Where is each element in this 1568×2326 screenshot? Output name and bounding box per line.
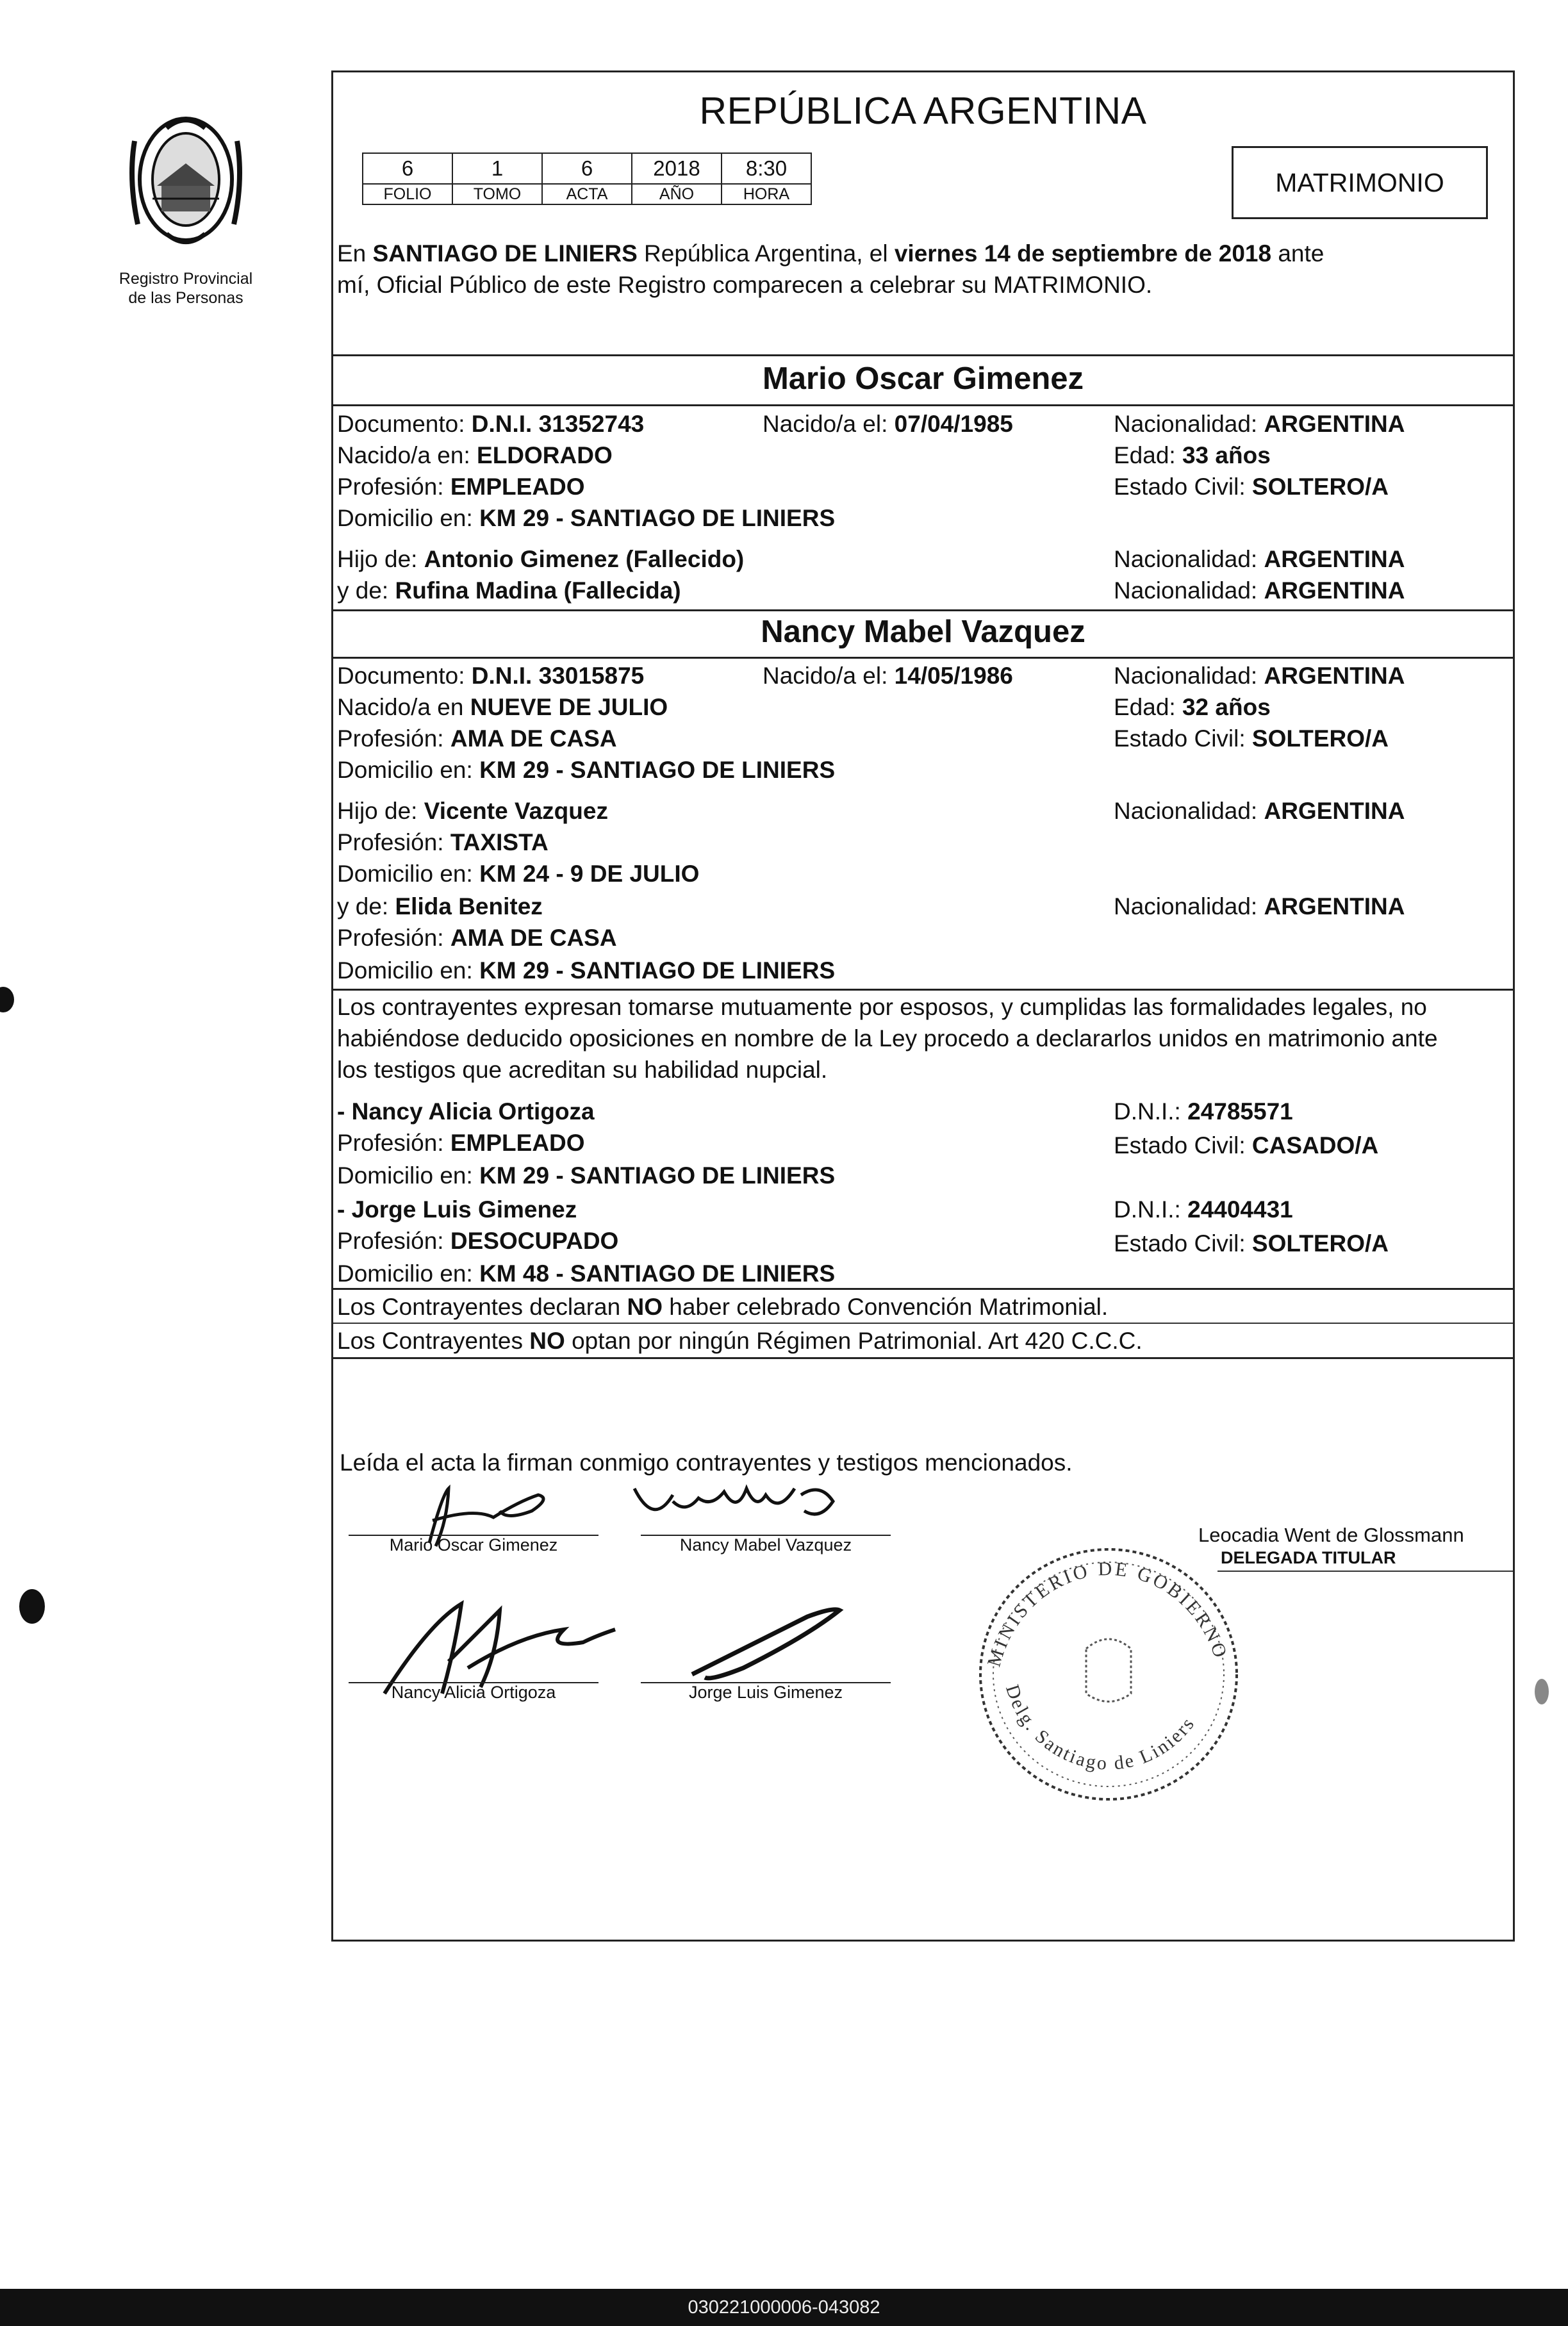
bride-age: Edad: 32 años <box>1114 694 1271 720</box>
witness2-profession: Profesión: DESOCUPADO <box>337 1228 619 1254</box>
bride-birthdate: Nacido/a el: 14/05/1986 <box>763 663 1013 689</box>
groom-mother-nationality: Nacionalidad: ARGENTINA <box>1114 577 1405 604</box>
registry-box <box>362 153 812 205</box>
groom-father: Hijo de: Antonio Gimenez (Fallecido) <box>337 546 745 572</box>
anio-label: AÑO <box>632 184 722 204</box>
document-id-footer: 030221000006-043082 <box>0 2289 1568 2326</box>
bride-mother-nationality: Nacionalidad: ARGENTINA <box>1114 893 1405 920</box>
stamp-text-top: MINISTERIO DE GOBIERNO <box>983 1558 1232 1669</box>
witness2-signature-label: Jorge Luis Gimenez <box>688 1683 843 1702</box>
groom-profession: Profesión: EMPLEADO <box>337 474 585 500</box>
stamp-text-bottom: Delg. Santiago de Liniers <box>1001 1682 1200 1774</box>
groom-civil-status: Estado Civil: SOLTERO/A <box>1114 474 1389 500</box>
witness1-signature-label: Nancy Alicia Ortigoza <box>391 1683 556 1702</box>
official-name: Leocadia Went de Glossmann <box>1198 1524 1464 1546</box>
declaration-line3: los testigos que acreditan su habilidad nupcial. <box>337 1057 828 1083</box>
groom-father-nationality: Nacionalidad: ARGENTINA <box>1114 546 1405 572</box>
groom-birthdate: Nacido/a el: 07/04/1985 <box>763 411 1013 437</box>
bride-father: Hijo de: Vicente Vazquez <box>337 798 608 824</box>
convention-line2: Los Contrayentes NO optan por ningún Régimen Patrimonial. Art 420 C.C.C. <box>337 1328 1143 1354</box>
declaration-line2: habiéndose deducido oposiciones en nombre de la Ley procedo a declararlos unidos en matrimonio ante <box>337 1025 1438 1052</box>
witness2-address: Domicilio en: KM 48 - SANTIAGO DE LINIERS <box>337 1260 836 1287</box>
certificate-type: MATRIMONIO <box>1232 146 1488 219</box>
witness2-dni: D.N.I.: 24404431 <box>1114 1196 1293 1223</box>
groom-document: Documento: D.N.I. 31352743 <box>337 411 645 437</box>
witness1-profession: Profesión: EMPLEADO <box>337 1130 585 1156</box>
official-stamp-icon <box>948 1521 1256 1802</box>
bride-mother: y de: Elida Benitez <box>337 893 543 920</box>
folio-value: 6 <box>363 153 452 184</box>
svg-text:MINISTERIO DE GOBIERNO <box>984 1558 1232 1669</box>
bride-signature-label: Nancy Mabel Vazquez <box>679 1535 852 1555</box>
groom-name: Mario Oscar Gimenez <box>762 361 1084 396</box>
convention-line1: Los Contrayentes declaran NO haber celebrado Convención Matrimonial. <box>337 1294 1109 1320</box>
groom-address: Domicilio en: KM 29 - SANTIAGO DE LINIERS <box>337 505 836 531</box>
svg-text:Delg. Santiago de Liniers <box>1002 1682 1200 1774</box>
acta-label: ACTA <box>542 184 632 204</box>
anio-value: 2018 <box>632 153 722 184</box>
groom-age: Edad: 33 años <box>1114 442 1271 468</box>
tomo-label: TOMO <box>452 184 542 204</box>
witness2-signature-icon <box>679 1604 871 1687</box>
logo-label-line1: Registro Provincial <box>119 270 253 288</box>
bride-father-profession: Profesión: TAXISTA <box>337 829 549 855</box>
page-title: REPÚBLICA ARGENTINA <box>699 90 1147 132</box>
bride-profession: Profesión: AMA DE CASA <box>337 725 617 752</box>
bride-civil-status: Estado Civil: SOLTERO/A <box>1114 725 1389 752</box>
folio-label: FOLIO <box>363 184 452 204</box>
witness2-civil-status: Estado Civil: SOLTERO/A <box>1114 1230 1389 1257</box>
logo-label-line2: de las Personas <box>128 289 243 307</box>
bride-mother-profession: Profesión: AMA DE CASA <box>337 925 617 951</box>
hora-value: 8:30 <box>722 153 811 184</box>
witness2-name: - Jorge Luis Gimenez <box>337 1196 577 1223</box>
witness1-name: - Nancy Alicia Ortigoza <box>337 1098 595 1125</box>
groom-nationality: Nacionalidad: ARGENTINA <box>1114 411 1405 437</box>
witness1-civil-status: Estado Civil: CASADO/A <box>1114 1132 1379 1159</box>
bride-nationality: Nacionalidad: ARGENTINA <box>1114 663 1405 689</box>
intro-line1: En SANTIAGO DE LINIERS República Argentina, el viernes 14 de septiembre de 2018 ante <box>337 240 1325 267</box>
certificate-frame <box>331 70 1515 1942</box>
hora-label: HORA <box>722 184 811 204</box>
bride-birthplace: Nacido/a en NUEVE DE JULIO <box>337 694 668 720</box>
groom-birthplace: Nacido/a en: ELDORADO <box>337 442 613 468</box>
witness1-address: Domicilio en: KM 29 - SANTIAGO DE LINIERS <box>337 1162 836 1189</box>
bride-document: Documento: D.N.I. 33015875 <box>337 663 645 689</box>
declaration-line1: Los contrayentes expresan tomarse mutuamente por esposos, y cumplidas las formalidades legales, no <box>337 994 1427 1020</box>
bride-signature-icon <box>628 1476 871 1540</box>
provincial-seal-icon <box>122 103 250 263</box>
groom-mother: y de: Rufina Madina (Fallecida) <box>337 577 681 604</box>
official-title: DELEGADA TITULAR <box>1221 1548 1396 1567</box>
bride-father-address: Domicilio en: KM 24 - 9 DE JULIO <box>337 861 700 887</box>
bride-mother-address: Domicilio en: KM 29 - SANTIAGO DE LINIERS <box>337 957 836 984</box>
bride-name: Nancy Mabel Vazquez <box>761 614 1085 649</box>
bride-address: Domicilio en: KM 29 - SANTIAGO DE LINIERS <box>337 757 836 783</box>
groom-signature-label: Mario Oscar Gimenez <box>389 1535 558 1555</box>
tomo-value: 1 <box>452 153 542 184</box>
acta-value: 6 <box>542 153 632 184</box>
intro-line2: mí, Oficial Público de este Registro comparecen a celebrar su MATRIMONIO. <box>337 272 1153 298</box>
witness1-dni: D.N.I.: 24785571 <box>1114 1098 1293 1125</box>
bride-father-nationality: Nacionalidad: ARGENTINA <box>1114 798 1405 824</box>
registry-logo <box>90 90 282 320</box>
closing-statement: Leída el acta la firman conmigo contrayentes y testigos mencionados. <box>340 1449 1073 1476</box>
